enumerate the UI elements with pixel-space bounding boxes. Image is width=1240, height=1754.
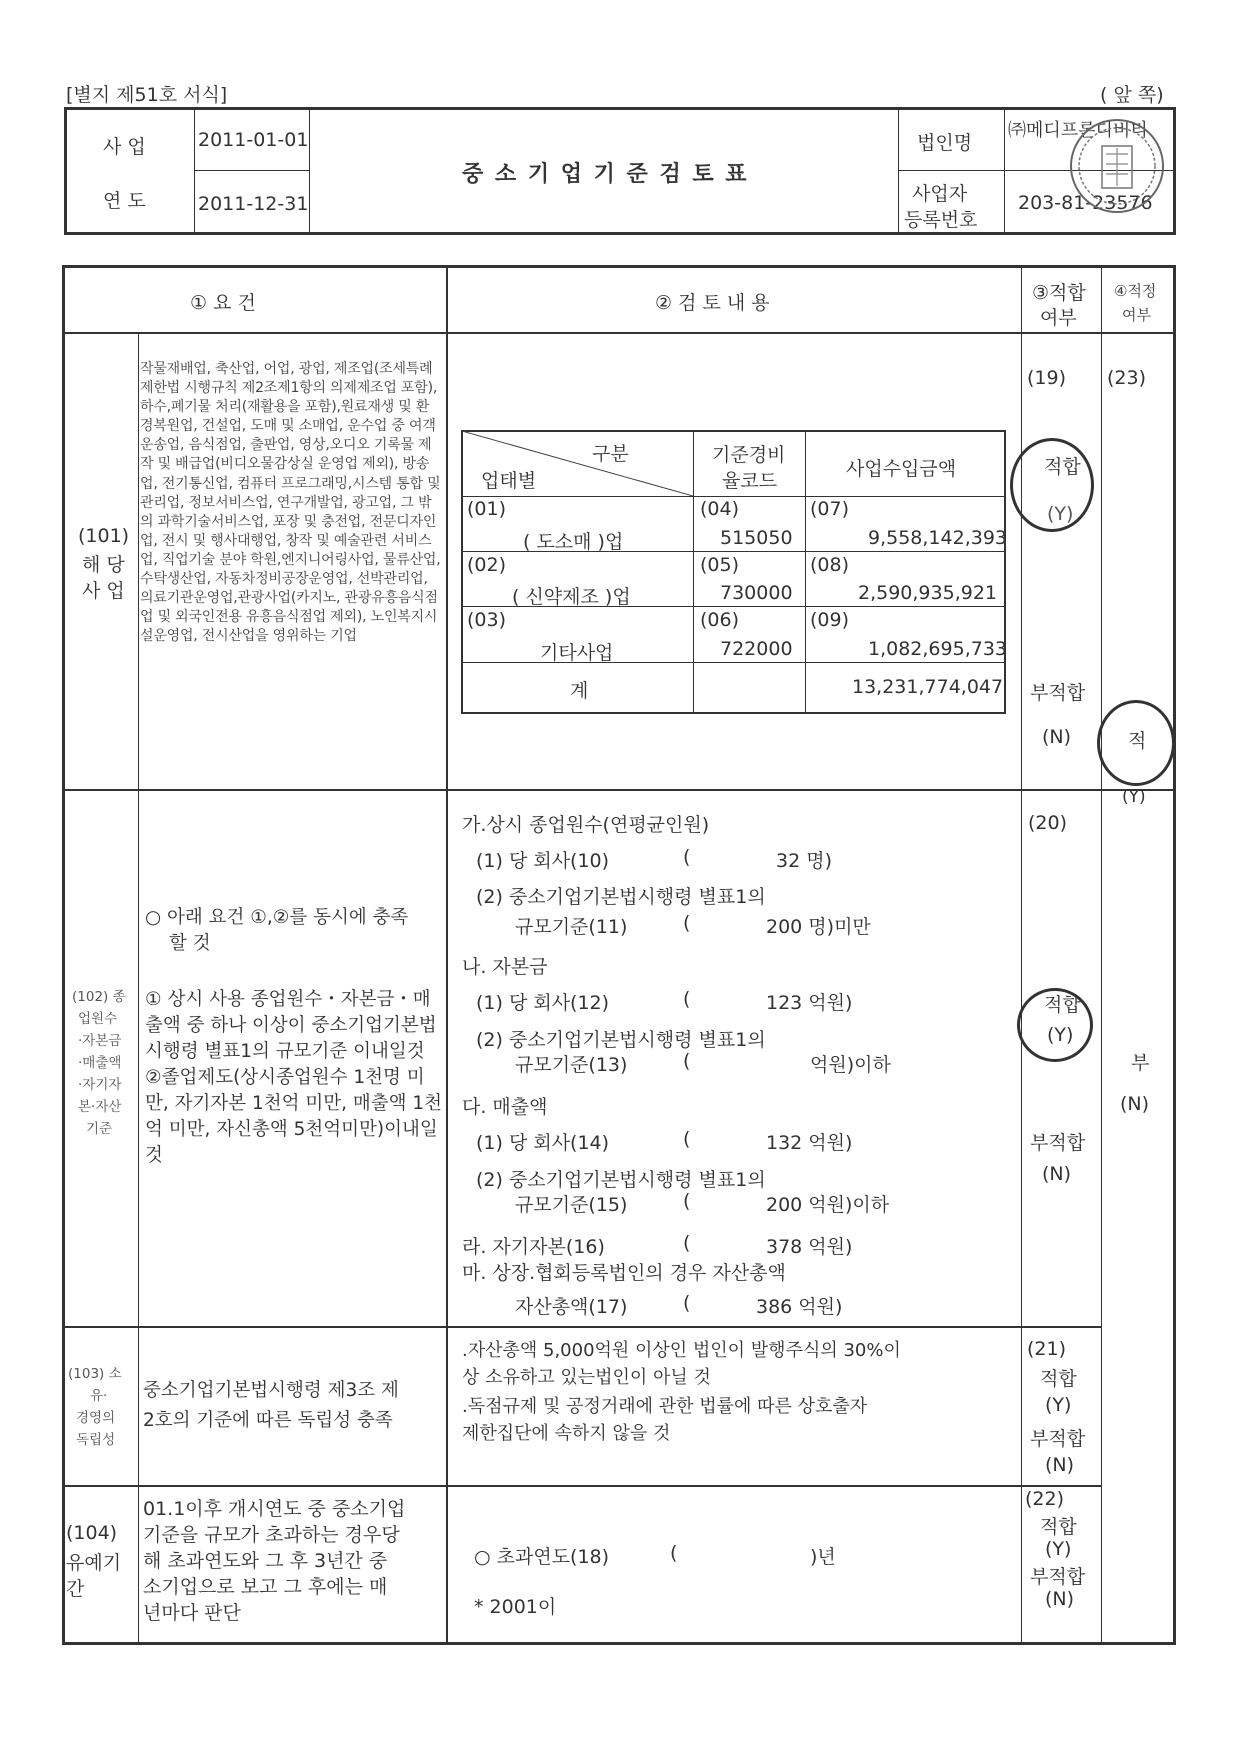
r101-proper-value: 적 [1128, 730, 1147, 752]
r101-fit-no: (19) [1027, 367, 1067, 389]
r104-requirement: 기준을 규모가 초과하는 경우당 [143, 1524, 400, 1546]
r102-proper-value: 부 [1131, 1052, 1150, 1074]
r102-a2-val: 200 명)미만 [766, 916, 871, 938]
r103-fit: (Y) [1045, 1394, 1072, 1416]
r102-req-line: ① 상시 사용 종업원수・자본금・매출액 중 하나 이상이 중소기업기본법시행령 별표1의 규모기준 이내일것 [145, 989, 437, 1062]
r102-fit-no-label: 부적합 [1030, 1132, 1086, 1154]
r102-fit-yes-code: (Y) [1047, 1024, 1074, 1046]
r101-label-1: (101) [78, 525, 130, 547]
r102-label: (102) 종 [72, 989, 126, 1005]
r103-fit: (N) [1045, 1454, 1075, 1476]
r102-e1-val: 386 억원) [756, 1296, 843, 1318]
r102-requirement [145, 905, 445, 1169]
r102-a2-open: ( [683, 912, 691, 934]
r103-fit: 적합 [1040, 1368, 1077, 1390]
r104-fit: (22) [1025, 1488, 1065, 1510]
biz-no-label-1: 사업자 [912, 183, 968, 205]
table-head-amount: 사업수입금액 [846, 458, 957, 480]
r102-b2-val: 억원)이하 [810, 1054, 891, 1076]
r104-content-close: )년 [810, 1546, 836, 1568]
r102-fit-no-code: (N) [1042, 1163, 1072, 1185]
r104-label: (104) [66, 1522, 118, 1544]
r102-b-title: 나. 자본금 [462, 956, 548, 978]
r102-c-title: 다. 매출액 [462, 1096, 548, 1118]
table-row-code-no: (06) [700, 609, 740, 631]
r102-c2-val: 200 억원)이하 [766, 1194, 890, 1216]
r103-label: (103) 소 [68, 1366, 122, 1382]
r104-requirement: 소기업으로 보고 그 후에는 매 [143, 1576, 388, 1598]
r104-requirement: 년마다 판단 [143, 1602, 241, 1624]
r102-label: 본·자산 [78, 1099, 122, 1115]
r102-req-line: ○ 아래 요건 ①,②를 동시에 충족 [145, 907, 409, 928]
r102-c1-val: 132 억원) [766, 1132, 853, 1154]
r101-fit-yes-code: (Y) [1047, 503, 1074, 525]
r102-label: ·매출액 [78, 1055, 122, 1071]
r101-fit-yes: 적합 [1044, 456, 1081, 478]
header-fit-1: ③적합 [1032, 282, 1086, 304]
r104-requirement: 해 초과연도와 그 후 3년간 중 [143, 1550, 388, 1572]
r102-fit-no: (20) [1028, 812, 1068, 834]
selection-circle [1017, 988, 1093, 1062]
r102-a2b: 규모기준(11) [515, 916, 628, 938]
r103-content: .독점규제 및 공정거래에 관한 법률에 따른 상호출자 [462, 1396, 868, 1417]
r103-content: 제한집단에 속하지 않을 것 [462, 1423, 671, 1444]
r104-fit: (Y) [1045, 1538, 1072, 1560]
r102-a1-open: ( [683, 846, 691, 868]
r103-requirement: 중소기업기본법시행령 제3조 제 [143, 1380, 399, 1401]
r102-fit-yes: 적합 [1044, 994, 1081, 1016]
r101-fit-no-code: (N) [1042, 726, 1072, 748]
header-review: ② 검 토 내 용 [655, 292, 770, 314]
r104-content-open: ( [670, 1542, 678, 1564]
table-row-no: (03) [467, 609, 507, 631]
date-end: 2011-12-31 [198, 193, 309, 215]
table-row-industry: 기타사업 [540, 642, 614, 664]
r103-requirement: 2호의 기준에 따른 독립성 충족 [143, 1410, 393, 1431]
r104-content-2: * 2001이 [474, 1596, 557, 1618]
page-side: ( 앞 쪽) [1100, 84, 1164, 106]
table-row-amount: 2,590,935,921 [858, 582, 998, 604]
r101-label-2: 해 당 [82, 554, 125, 576]
r103-content: .자산총액 5,000억원 이상인 법인이 발행주식의 30%이 [462, 1340, 901, 1361]
header-proper-2: 여부 [1122, 306, 1151, 324]
r102-e1: 자산총액(17) [515, 1296, 628, 1318]
r102-label: ·자기자 [78, 1077, 122, 1093]
year-label-2: 연 도 [103, 190, 146, 212]
table-row-industry: ( 신약제조 )업 [512, 586, 631, 608]
r102-e1-open: ( [683, 1292, 691, 1314]
r101-fit-no-label: 부적합 [1030, 682, 1086, 704]
corp-name-label: 법인명 [917, 132, 973, 154]
table-row-code-no: (05) [700, 554, 740, 576]
r103-content: 상 소유하고 있는법인이 아닐 것 [462, 1367, 711, 1388]
biz-no: 203-81-23576 [1018, 192, 1153, 214]
r102-b2-open: ( [683, 1050, 691, 1072]
selection-circle [1097, 700, 1175, 786]
r104-fit: 부적합 [1030, 1566, 1086, 1588]
table-total-label: 계 [570, 680, 589, 702]
table-row-no: (02) [467, 554, 507, 576]
r102-a-title: 가.상시 종업원수(연평균인원) [462, 814, 710, 836]
r102-a1: (1) 당 회사(10) [476, 850, 610, 872]
r102-c2-open: ( [683, 1190, 691, 1212]
r102-a2: (2) 중소기업기본법시행령 별표1의 [476, 886, 766, 908]
r101-proper-code: (Y) [1122, 787, 1146, 807]
r104-label: 간 [66, 1578, 85, 1600]
table-row-amount: 9,558,142,393 [868, 527, 1008, 549]
biz-no-label-2: 등록번호 [904, 209, 978, 231]
r101-proper-no: (23) [1107, 367, 1147, 389]
r102-req-line: 할 것 [169, 933, 211, 954]
r102-d-title: 라. 자기자본(16) [462, 1236, 605, 1258]
r102-b1-val: 123 억원) [766, 992, 853, 1014]
r103-fit: 부적합 [1030, 1428, 1086, 1450]
r102-label: 업원수 [78, 1011, 118, 1027]
r102-d-val: 378 억원) [766, 1236, 853, 1258]
r103-label: 독립성 [76, 1432, 116, 1448]
r102-b1-open: ( [683, 988, 691, 1010]
r102-proper-code: (N) [1120, 1093, 1150, 1115]
table-row-code: 730000 [720, 582, 793, 604]
form-number: [별지 제51호 서식] [66, 84, 228, 106]
r104-content-1: ○ 초과연도(18) [474, 1546, 610, 1568]
r102-e-title: 마. 상장.협회등록법인의 경우 자산총액 [462, 1262, 786, 1284]
r101-requirement: 작물재배업, 축산업, 어업, 광업, 제조업(조세특례제한법 시행규칙 제2조제1항의 의제제조업 포함), 하수,폐기물 처리(재활용을 포함),원료재생 및 환경복원업, 건설업, 도매 및 소매업, 운수업 중 여객운송업, 음식점업, 출판업, 영상,오디오 기록물 제작 및 배급업(비디오물감상실 운영업 제외), 방송업, 전기통신업, 컴퓨터 프로그래밍,시스템 통합 및 관리업, 정보서비스업, 연구개발업, 광고업, 그 밖의 과학기술서비스업, 포장 및 충전업, 전문디자인업, 전시 및 행사대행업, 창작 및 예술관련 서비스업, 직업기술 분야 학원,엔지니어링사업, 물류산업, 수탁생산업, 자동차정비공장운영업, 선박관리업, 의료기관운영업,관광사업(카지노, 관광유흥음식점업 및 외국인전용 유흥음식점업 제외), 노인복지시설운영업, 전시산업을 영위하는 기업 [140, 361, 441, 645]
r104-fit: 적합 [1040, 1516, 1077, 1538]
table-row-amount: 1,082,695,733 [868, 638, 1008, 660]
year-label-1: 사 업 [103, 136, 146, 158]
r101-label-3: 사 업 [82, 580, 125, 602]
company-seal-icon [1062, 116, 1172, 216]
r102-req-line: ②졸업제도(상시종업원수 1천명 미만, 자기자본 1천억 미만, 매출액 1천억 미만, 자신총액 5천억미만)이내일 것 [145, 1067, 443, 1166]
r102-label: ·자본금 [78, 1033, 122, 1049]
header-proper-1: ④적정 [1114, 282, 1157, 300]
table-row-code-no: (04) [700, 498, 740, 520]
r102-b2: (2) 중소기업기본법시행령 별표1의 [476, 1029, 766, 1051]
r102-c1-open: ( [683, 1128, 691, 1150]
table-row-no: (01) [467, 498, 507, 520]
header-fit-2: 여부 [1040, 307, 1077, 329]
date-start: 2011-01-01 [198, 129, 309, 151]
table-row-amount-no: (08) [810, 554, 850, 576]
r102-d-open: ( [683, 1232, 691, 1254]
table-head-industry: 업태별 [481, 470, 537, 492]
table-total-amount: 13,231,774,047 [852, 676, 1004, 698]
r103-label: 경영의 [76, 1410, 116, 1426]
table-row-code: 515050 [720, 527, 793, 549]
table-row-industry: ( 도소매 )업 [523, 531, 624, 553]
header-requirement: ① 요 건 [190, 292, 256, 314]
r103-label: 유· [90, 1388, 108, 1404]
table-head-division: 구분 [592, 443, 629, 465]
corp-name: ㈜메디프론디비티 [1008, 120, 1148, 141]
r104-requirement: 01.1이후 개시연도 중 중소기업 [143, 1498, 406, 1520]
table-row-amount-no: (07) [810, 498, 850, 520]
r102-b2b: 규모기준(13) [515, 1054, 628, 1076]
table-row-amount-no: (09) [810, 609, 850, 631]
r103-fit: (21) [1027, 1338, 1067, 1360]
r102-c2: (2) 중소기업기본법시행령 별표1의 [476, 1169, 766, 1191]
table-head-code-1: 기준경비 [712, 444, 786, 466]
table-head-code-2: 율코드 [722, 470, 778, 492]
r102-c2b: 규모기준(15) [515, 1194, 628, 1216]
r102-a1-val: 32 명) [776, 850, 832, 872]
r102-c1: (1) 당 회사(14) [476, 1132, 610, 1154]
r102-b1: (1) 당 회사(12) [476, 992, 610, 1014]
selection-circle [1010, 438, 1094, 532]
page-title: 중 소 기 업 기 준 검 토 표 [462, 162, 749, 187]
table-row-code: 722000 [720, 638, 793, 660]
r104-label: 유예기 [66, 1552, 122, 1574]
r102-label: 기준 [86, 1121, 113, 1137]
r104-fit: (N) [1045, 1588, 1075, 1610]
